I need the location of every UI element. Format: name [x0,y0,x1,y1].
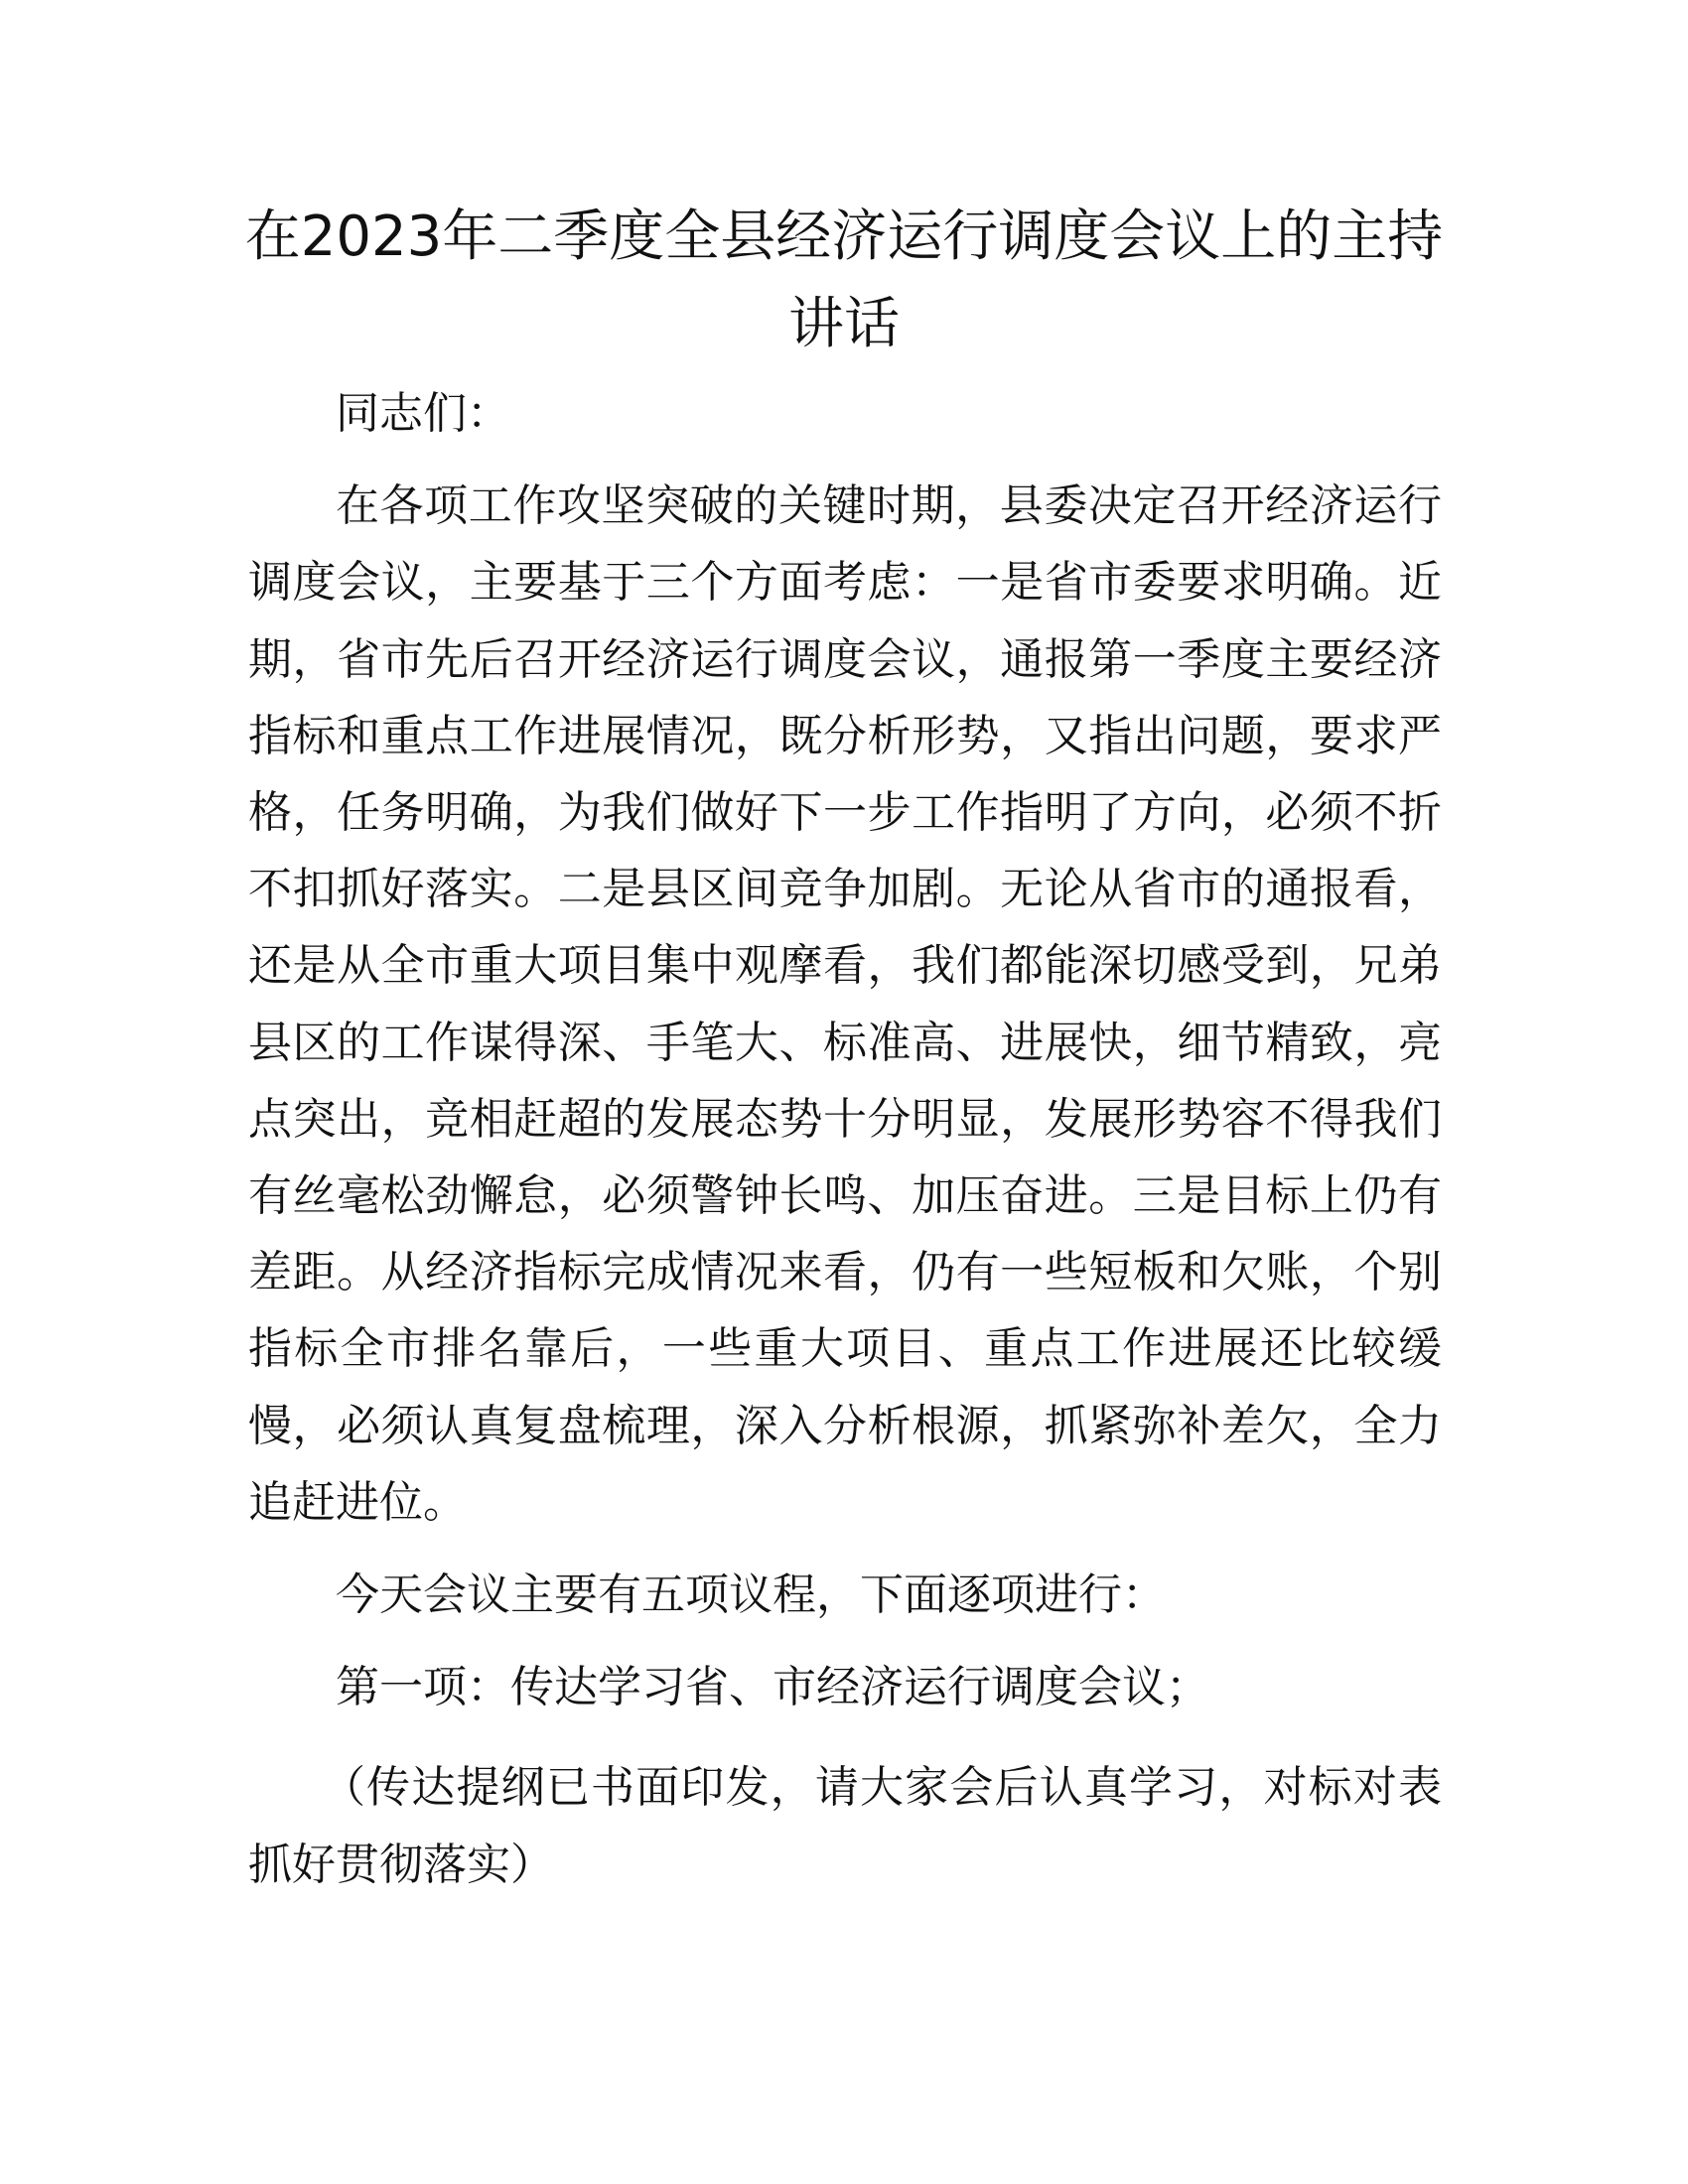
document-title: 在2023年二季度全县经济运行调度会议上的主持讲话 [244,205,1444,356]
paragraph-agenda-item-1: 第一项：传达学习省、市经济运行调度会议； [336,1662,1209,1713]
paragraph-context: 在各项工作攻坚突破的关键时期，县委决定召开经济运行调度会议，主要基于三个方面考虑：一是省市委要求明确。近期，省市先后召开经济运行调度会议，通报第一季度主要经济指标和重点工作进展情况，既分析形势，又指出问题，要求严格，任务明确，为我们做好下一步工作指明了方向，必须不折不扣抓好落实。二是县区间竞争加剧。无论从省市的通报看，还是从全市重大项目集中观摩看，我们都能深切感受到，兄弟县区的工作谋得深、手笔大、标准高、进展快，细节精致，亮点突出，竞相赶超的发展态势十分明显，发展形势容不得我们有丝毫松劲懈怠，必须警钟长鸣、加压奋进。三是目标上仍有差距。从经济指标完成情况来看，仍有一些短板和欠账，个别指标全市排名靠后，一些重大项目、重点工作进展还比较缓慢，必须认真复盘梳理，深入分析根源，抓紧弥补差欠，全力追赶进位。 [248,480,1442,1528]
salutation: 同志们： [336,388,510,439]
paragraph-agenda-intro: 今天会议主要有五项议程，下面逐项进行： [336,1570,1166,1621]
paragraph-agenda-note: （传达提纲已书面印发，请大家会后认真学习，对标对表抓好贯彻落实） [248,1762,1442,1890]
document-body [248,375,1442,1903]
